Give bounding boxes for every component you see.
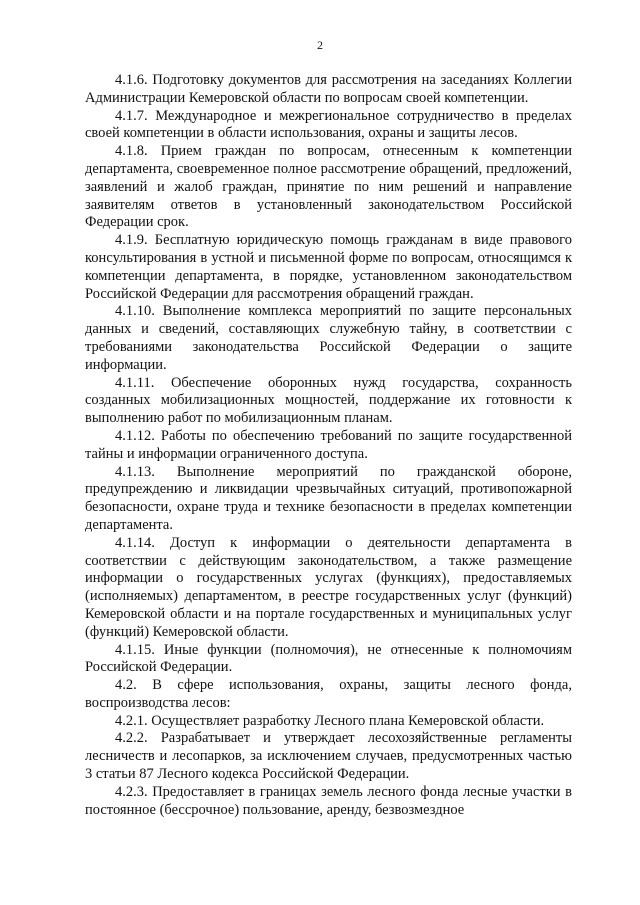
paragraph-4-2-2: 4.2.2. Разрабатывает и утверждает лесохозяйственные регламенты лесничеств и лесопарков, за исключением случаев, предусмотренных частью 3 статьи 87 Лесного кодекса Российской Федерации. <box>85 730 572 783</box>
paragraph-4-1-8: 4.1.8. Прием граждан по вопросам, отнесенным к компетенции департамента, своевременное полное рассмотрение обращений, предложений, заявлений и жалоб граждан, принятие по ним решений и направление заявителям ответов в установленный законодательством Российской Федерации срок. <box>85 143 572 231</box>
paragraph-4-2-3: 4.2.3. Предоставляет в границах земель лесного фонда лесные участки в постоянное (бессрочное) пользование, аренду, безвозмездное <box>85 783 572 818</box>
paragraph-4-1-12: 4.1.12. Работы по обеспечению требований по защите государственной тайны и информации ограниченного доступа. <box>85 427 572 462</box>
paragraph-4-1-13: 4.1.13. Выполнение мероприятий по гражданской обороне, предупреждению и ликвидации чрезвычайных ситуаций, противопожарной безопасности, охране труда и технике безопасности в пределах компетенции департамента. <box>85 463 572 533</box>
paragraph-4-1-9: 4.1.9. Бесплатную юридическую помощь гражданам в виде правового консультирования в устной и письменной форме по вопросам, относящимся к компетенции департамента, в порядке, установленном законодательством Российской Федерации для рассмотрения обращений граждан. <box>85 232 572 302</box>
paragraph-4-1-10: 4.1.10. Выполнение комплекса мероприятий по защите персональных данных и сведений, составляющих служебную тайну, в соответствии с требованиями законодательства Российской Федерации о защите информации. <box>85 303 572 373</box>
document-body <box>85 72 572 819</box>
paragraph-4-1-15: 4.1.15. Иные функции (полномочия), не отнесенные к полномочиям Российской Федерации. <box>85 641 572 676</box>
paragraph-4-1-11: 4.1.11. Обеспечение оборонных нужд государства, сохранность созданных мобилизационных мощностей, поддержание их готовности к выполнению работ по мобилизационным планам. <box>85 374 572 427</box>
page-number: 2 <box>317 38 323 52</box>
paragraph-4-2: 4.2. В сфере использования, охраны, защиты лесного фонда, воспроизводства лесов: <box>85 677 572 711</box>
paragraph-4-1-6: 4.1.6. Подготовку документов для рассмотрения на заседаниях Коллегии Администрации Кемеровской области по вопросам своей компетенции. <box>85 72 572 106</box>
paragraph-4-2-1: 4.2.1. Осуществляет разработку Лесного плана Кемеровской области. <box>115 712 545 729</box>
paragraph-4-1-14: 4.1.14. Доступ к информации о деятельности департамента в соответствии с действующим законодательством, а также размещение информации о государственных услугах (функциях), предоставляемых (исполняемых) департаментом, в реестре государственных услуг (функций) Кемеровской области и на портале государственных и муниципальных услуг (функций) Кемеровской области. <box>85 534 572 640</box>
paragraph-4-1-7: 4.1.7. Международное и межрегиональное сотрудничество в пределах своей компетенции в области использования, охраны и защиты лесов. <box>85 107 572 142</box>
